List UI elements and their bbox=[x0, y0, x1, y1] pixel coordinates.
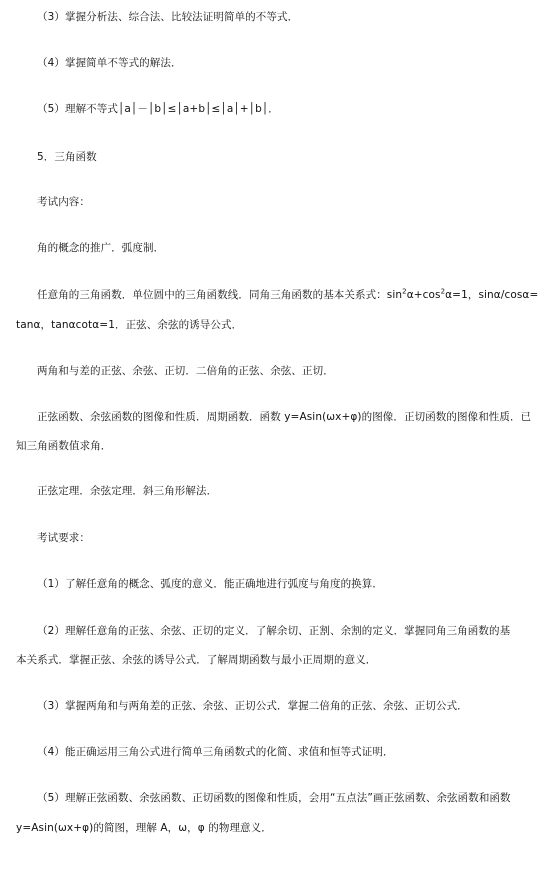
content-item-2-text-a: 任意角的三角函数．单位圆中的三角函数线．同角三角函数的基本关系式：sin bbox=[37, 289, 403, 301]
content-item-4-line-1: 正弦函数、余弦函数的图像和性质．周期函数．函数 y=Asin(ωx+φ)的图像．正切函数的图像和性质．已 bbox=[37, 411, 532, 423]
superscript-1: 2 bbox=[402, 287, 407, 296]
req-3-previous-section: （3）掌握分析法、综合法、比较法证明简单的不等式． bbox=[37, 11, 299, 23]
requirement-2-line-2: 本关系式．掌握正弦、余弦的诱导公式．了解周期函数与最小正周期的意义． bbox=[16, 654, 377, 666]
requirement-5-line-2: y=Asin(ωx+φ)的简图，理解 A，ω，φ 的物理意义． bbox=[16, 822, 272, 834]
content-item-3: 两角和与差的正弦、余弦、正切．二倍角的正弦、余弦、正切． bbox=[37, 365, 334, 377]
content-item-2-text-b: α+cos bbox=[406, 289, 441, 301]
exam-requirements-label: 考试要求： bbox=[37, 532, 90, 544]
requirement-4: （4）能正确运用三角公式进行简单三角函数式的化简、求值和恒等式证明． bbox=[37, 746, 394, 758]
requirement-5-line-1: （5）理解正弦函数、余弦函数、正切函数的图像和性质，会用“五点法”画正弦函数、余弦函数和函数 bbox=[37, 792, 511, 804]
exam-content-label: 考试内容： bbox=[37, 196, 90, 208]
req-4-previous-section: （4）掌握简单不等式的解法． bbox=[37, 57, 182, 69]
content-item-4-line-2: 知三角函数值求角． bbox=[16, 440, 112, 452]
requirement-2-line-1: （2）理解任意角的正弦、余弦、正切的定义．了解余切、正割、余割的定义．掌握同角三角函数的基 bbox=[37, 625, 511, 637]
requirement-3: （3）掌握两角和与两角差的正弦、余弦、正切公式．掌握二倍角的正弦、余弦、正切公式． bbox=[37, 700, 468, 712]
section-title: 5．三角函数 bbox=[37, 151, 97, 163]
content-item-2-text-c: α=1，sinα/cosα= bbox=[445, 289, 539, 301]
content-item-5: 正弦定理．余弦定理．斜三角形解法． bbox=[37, 485, 218, 497]
superscript-2: 2 bbox=[440, 287, 446, 296]
content-item-2-line-2: tanα，tanαcotα=1．正弦、余弦的诱导公式． bbox=[16, 319, 243, 331]
content-item-1: 角的概念的推广．弧度制． bbox=[37, 242, 165, 254]
requirement-1: （1）了解任意角的概念、弧度的意义．能正确地进行弧度与角度的换算． bbox=[37, 578, 383, 590]
req-5-previous-section: （5）理解不等式│a│－│b│≤│a+b│≤│a│+│b│． bbox=[37, 103, 279, 115]
content-item-2-line-1 bbox=[37, 288, 542, 302]
